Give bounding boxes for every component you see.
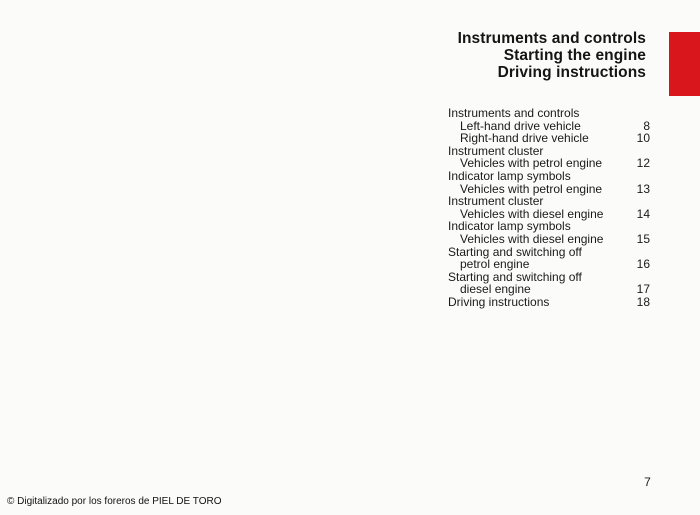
toc-entry (448, 132, 652, 145)
page-number: 7 (644, 475, 651, 489)
toc-entry-label: Instrument cluster (448, 194, 544, 209)
toc-entry-label: Instruments and controls (448, 106, 580, 120)
toc-entry (448, 296, 652, 309)
toc-entry-label: Starting and switching off (448, 269, 582, 284)
toc-entry-label: Vehicles with diesel engine (460, 206, 604, 221)
toc-entry-page-number: 14 (636, 206, 650, 221)
toc-entry-page-number: 18 (636, 294, 650, 309)
toc-entry-page-number: 13 (636, 181, 650, 196)
toc-entry-label: Indicator lamp symbols (448, 219, 571, 234)
toc-entry-label: Right-hand drive vehicle (460, 131, 589, 146)
toc-entry-page-number: 17 (636, 282, 650, 297)
toc-entry-label: Indicator lamp symbols (448, 168, 571, 183)
toc-entry-label: Vehicles with petrol engine (460, 181, 603, 196)
toc-entry-page-number: 12 (636, 156, 650, 171)
toc-entry-label: Vehicles with diesel engine (460, 231, 604, 246)
toc-entry-label: diesel engine (460, 282, 531, 297)
toc-entry-label: Instrument cluster (448, 143, 544, 158)
toc-entry-label: Driving instructions (448, 294, 550, 309)
toc-entry-label: Vehicles with petrol engine (460, 156, 603, 171)
toc-entry-page-number: 16 (636, 257, 650, 272)
section-color-tab (669, 32, 700, 96)
toc-entry-page-number: 15 (636, 231, 650, 246)
toc-entry (448, 258, 652, 271)
table-of-contents (448, 107, 652, 309)
toc-entry (448, 107, 652, 120)
toc-entry (448, 195, 652, 208)
section-title-block (400, 30, 646, 81)
section-title-line-1: Instruments and controls (457, 30, 646, 47)
toc-entry-page-number: 8 (643, 118, 650, 133)
section-title-line-2: Starting the engine (503, 47, 646, 64)
section-title-line-3: Driving instructions (497, 64, 646, 81)
toc-entry-label: Left-hand drive vehicle (460, 118, 581, 133)
toc-entry-label: Starting and switching off (448, 244, 582, 259)
toc-entry-label: petrol engine (460, 257, 530, 272)
toc-entry (448, 170, 652, 183)
toc-entry-page-number: 10 (636, 131, 650, 146)
toc-entry (448, 233, 652, 246)
scan-credit: © Digitalizado por los foreros de PIEL DE TORO (7, 496, 222, 507)
